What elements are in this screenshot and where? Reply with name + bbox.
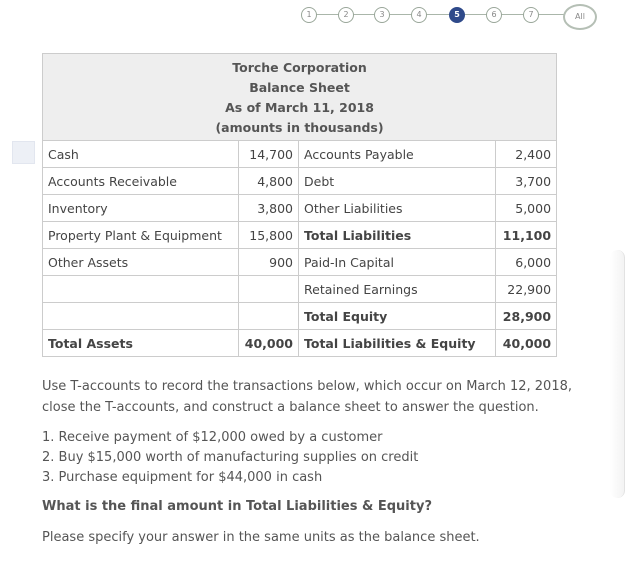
table-row — [43, 195, 557, 222]
transaction-list — [42, 428, 582, 488]
statement-title: Balance Sheet — [249, 80, 350, 95]
liability-label: Debt — [299, 168, 496, 195]
liability-value: 28,900 — [496, 303, 557, 330]
asset-label: Other Assets — [43, 249, 239, 276]
table-row — [43, 141, 557, 168]
liability-label: Paid-In Capital — [299, 249, 496, 276]
question-intro: Use T-accounts to record the transactions below, which occur on March 12, 2018, close the T-accounts, and construct a balance sheet to answer the question. — [42, 379, 572, 415]
asset-label: Inventory — [43, 195, 239, 222]
asset-value: 15,800 — [239, 222, 299, 249]
asset-value: 40,000 — [239, 330, 299, 357]
table-row — [43, 222, 557, 249]
liability-value: 11,100 — [496, 222, 557, 249]
asset-label: Total Assets — [43, 330, 239, 357]
list-item: 3. Purchase equipment for $44,000 in cash — [42, 470, 323, 485]
liability-label: Total Liabilities & Equity — [299, 330, 496, 357]
asset-value — [239, 303, 299, 330]
liability-label: Total Equity — [299, 303, 496, 330]
step-1-button[interactable]: 1 — [301, 7, 317, 23]
asset-value: 900 — [239, 249, 299, 276]
row-checkbox[interactable] — [12, 141, 35, 164]
question-block — [42, 376, 582, 548]
asset-label: Cash — [43, 141, 239, 168]
asset-label: Accounts Receivable — [43, 168, 239, 195]
list-item: 2. Buy $15,000 worth of manufacturing supplies on credit — [42, 450, 419, 465]
liability-value: 22,900 — [496, 276, 557, 303]
asset-value: 14,700 — [239, 141, 299, 168]
asset-label — [43, 303, 239, 330]
liability-value: 40,000 — [496, 330, 557, 357]
step-all-button[interactable]: All — [563, 4, 597, 30]
liability-value: 3,700 — [496, 168, 557, 195]
step-3-button[interactable]: 3 — [374, 7, 390, 23]
list-item: 1. Receive payment of $12,000 owed by a customer — [42, 430, 383, 445]
table-row — [43, 330, 557, 357]
asset-value: 4,800 — [239, 168, 299, 195]
table-row — [43, 303, 557, 330]
step-navigator — [300, 4, 600, 26]
table-row — [43, 249, 557, 276]
table-row — [43, 168, 557, 195]
liability-label: Retained Earnings — [299, 276, 496, 303]
scrollbar[interactable] — [610, 250, 625, 498]
step-2-button[interactable]: 2 — [338, 7, 354, 23]
liability-value: 2,400 — [496, 141, 557, 168]
liability-label: Total Liabilities — [299, 222, 496, 249]
statement-date: As of March 11, 2018 — [225, 100, 374, 115]
step-6-button[interactable]: 6 — [486, 7, 502, 23]
asset-label — [43, 276, 239, 303]
table-row — [43, 276, 557, 303]
step-7-button[interactable]: 7 — [523, 7, 539, 23]
asset-value: 3,800 — [239, 195, 299, 222]
liability-label: Other Liabilities — [299, 195, 496, 222]
liability-value: 5,000 — [496, 195, 557, 222]
units-note: Please specify your answer in the same units as the balance sheet. — [42, 530, 480, 545]
statement-units: (amounts in thousands) — [215, 120, 384, 135]
liability-label: Accounts Payable — [299, 141, 496, 168]
liability-value: 6,000 — [496, 249, 557, 276]
company-name: Torche Corporation — [232, 60, 367, 75]
question-prompt: What is the final amount in Total Liabilities & Equity? — [42, 499, 432, 514]
step-5-button[interactable]: 5 — [449, 7, 465, 23]
step-4-button[interactable]: 4 — [411, 7, 427, 23]
balance-sheet-header — [43, 54, 557, 141]
asset-label: Property Plant & Equipment — [43, 222, 239, 249]
asset-value — [239, 276, 299, 303]
balance-sheet-table — [42, 53, 557, 357]
